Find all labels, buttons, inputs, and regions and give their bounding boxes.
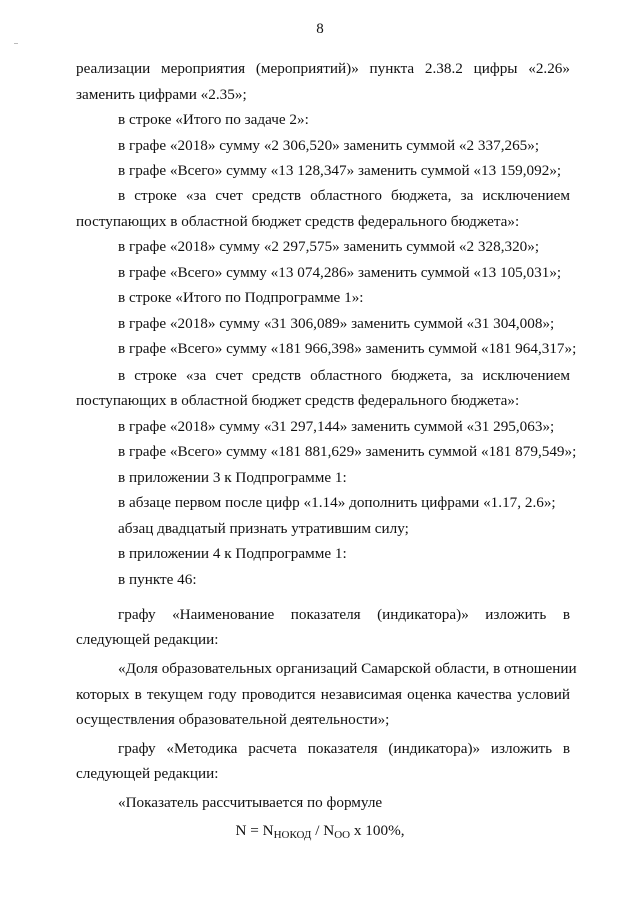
text-line: в графе «2018» сумму «2 297,575» заменить суммой «2 328,320»;: [118, 238, 540, 255]
text-line: поступающих в областной бюджет средств федерального бюджета»:: [76, 213, 520, 230]
page-number: 8: [316, 21, 324, 37]
text-line: в графе «2018» сумму «31 297,144» заменить суммой «31 295,063»;: [118, 418, 555, 435]
text-line: «Доля образовательных организаций Самарской области, в отношении: [118, 660, 577, 677]
text-line: следующей редакции:: [76, 765, 219, 782]
formula-lhs: N = N: [235, 822, 274, 839]
text-line: в строке «за счет средств областного бюджета, за исключением: [118, 367, 570, 384]
formula-subscript-oo: ОО: [334, 829, 351, 841]
text-line: в приложении 4 к Подпрограмме 1:: [118, 545, 347, 562]
formula-divider: / N: [311, 822, 335, 839]
text-line: в графе «2018» сумму «31 306,089» заменить суммой «31 304,008»;: [118, 315, 555, 332]
text-line: в приложении 3 к Подпрограмме 1:: [118, 469, 347, 486]
text-line: осуществления образовательной деятельности»;: [76, 711, 390, 728]
text-line: заменить цифрами «2.35»;: [76, 86, 247, 103]
text-line: графу «Методика расчета показателя (индикатора)» изложить в: [118, 740, 570, 757]
scan-mark: [14, 43, 18, 44]
text-line: реализации мероприятия (мероприятий)» пункта 2.38.2 цифры «2.26»: [76, 60, 570, 77]
text-line: в графе «Всего» сумму «181 966,398» заменить суммой «181 964,317»;: [118, 340, 577, 357]
text-line: в строке «за счет средств областного бюджета, за исключением: [118, 187, 570, 204]
text-line: в графе «Всего» сумму «13 128,347» заменить суммой «13 159,092»;: [118, 162, 562, 179]
text-line: следующей редакции:: [76, 631, 219, 648]
text-line: в абзаце первом после цифр «1.14» дополнить цифрами «1.17, 2.6»;: [118, 494, 556, 511]
formula: [0, 822, 640, 844]
text-line: в пункте 46:: [118, 571, 197, 588]
text-line: которых в текущем году проводится независимая оценка качества условий: [76, 686, 570, 703]
text-line: «Показатель рассчитывается по формуле: [118, 794, 383, 811]
text-line: в строке «Итого по задаче 2»:: [118, 111, 309, 128]
formula-subscript-nokod: НОКОД: [273, 829, 312, 841]
text-line: графу «Наименование показателя (индикатора)» изложить в: [118, 606, 570, 623]
text-line: в графе «2018» сумму «2 306,520» заменить суммой «2 337,265»;: [118, 137, 540, 154]
text-line: абзац двадцатый признать утратившим силу;: [118, 520, 409, 537]
text-line: в строке «Итого по Подпрограмме 1»:: [118, 289, 364, 306]
formula-rhs: x 100%,: [350, 822, 405, 839]
text-line: в графе «Всего» сумму «181 881,629» заменить суммой «181 879,549»;: [118, 443, 577, 460]
text-line: поступающих в областной бюджет средств федерального бюджета»:: [76, 392, 520, 409]
text-line: в графе «Всего» сумму «13 074,286» заменить суммой «13 105,031»;: [118, 264, 562, 281]
